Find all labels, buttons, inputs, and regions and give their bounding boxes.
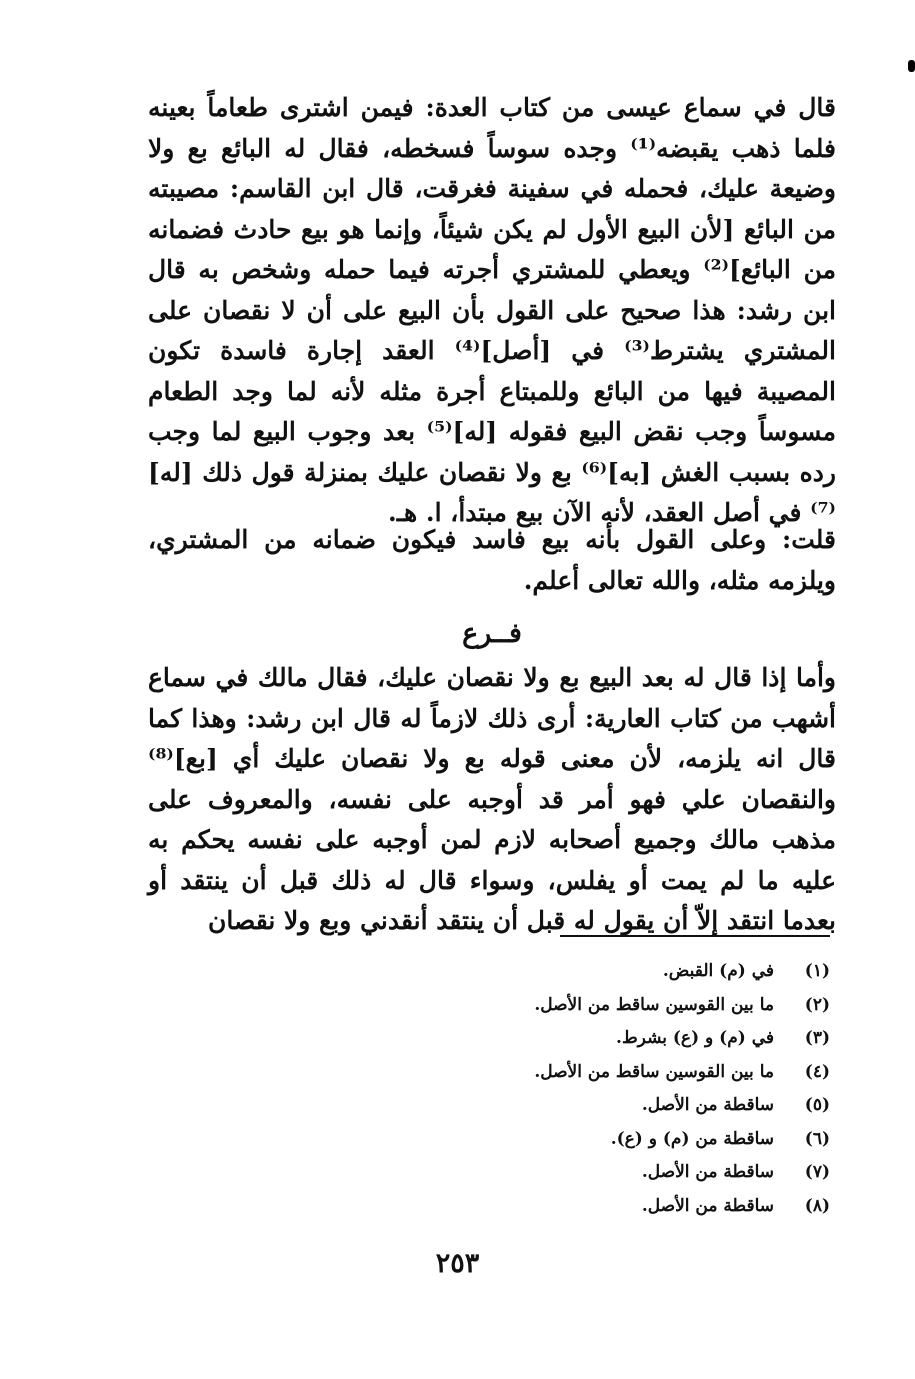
paragraph-2: قلت: وعلى القول بأنه بيع فاسد فيكون ضمانه من المشتري، ويلزمه مثله، والله تعالى أعلم.: [148, 525, 836, 595]
paragraph-3: وأما إذا قال له بعد البيع بع ولا نقصان عليك، فقال مالك في سماع أشهب من كتاب العارية: أرى ذلك لازماً له قال ابن رشد: وهذا كما قال انه يلزمه، لأن معنى قوله بع ولا نقصان عليك أي [بع]⁽⁸⁾ والنقصان علي فهو أمر قد أوجبه على نفسه، والمعروف على مذهب مالك وجميع أصحابه لازم لمن أوجبه على نفسه يحكم به عليه ما لم يمت أو يفلس، وسواء قال له ذلك قبل أن ينتقد أو بعدما انتقد إلاّ أن يقول له قبل أن ينتقد أنقدني وبع ولا نقصان: [148, 663, 836, 935]
footnote-text: ساقطة من الأصل.: [641, 1162, 774, 1182]
page-number: ٢٥٣: [435, 1248, 480, 1279]
section-heading: فــرع: [462, 618, 522, 649]
footnote-text: ساقطة من الأصل.: [641, 1195, 774, 1216]
paragraph-1: قال في سماع عيسى من كتاب العدة: فيمن اشترى طعاماً بعينه فلما ذهب يقبضه⁽¹⁾ وجده سوساً فسخطه، فقال له البائع بع ولا وضيعة عليك، فحمله في سفينة فغرقت، قال ابن القاسم: مصيبته من البائع [لأن البيع الأول لم يكن شيئاً، وإنما هو بيع حادث فضمانه من البائع]⁽²⁾ ويعطي للمشتري أجرته فيما حمله وشخص به قال ابن رشد: هذا صحيح على القول بأن البيع على أن لا نقصان على المشتري يشترط⁽³⁾ في [أصل]⁽⁴⁾ العقد إجارة فاسدة تكون المصيبة فيها من البائع وللمبتاع أجرة مثله لأنه لما وجد الطعام مسوساً وجب نقض البيع فقوله [له]⁽⁵⁾ بعد وجوب البيع لما وجب رده بسبب الغش [به]⁽⁶⁾ بع ولا نقصان عليك بمنزلة قول ذلك [له]⁽⁷⁾ في أصل العقد، لأنه الآن بيع مبتدأ، ا. هـ.: [148, 93, 837, 527]
footnote-text: ساقطة من (م) و (ع).: [610, 1128, 774, 1149]
footnote-number: (٧): [804, 1162, 830, 1182]
footnote: [400, 1089, 830, 1123]
footnote-number: (٤): [804, 1061, 830, 1082]
footnote-divider: [560, 935, 830, 937]
footnote-number: (٣): [804, 1028, 830, 1048]
footnote-number: (٦): [804, 1128, 830, 1149]
footnote-number: (٥): [804, 1095, 830, 1115]
footnote-text: ما بين القوسين ساقط من الأصل.: [534, 1061, 774, 1082]
footnote-number: (١): [804, 961, 830, 981]
footnote-number: (٢): [804, 994, 830, 1015]
footnote: [400, 1022, 830, 1056]
footnote: [400, 989, 830, 1023]
footnote: [400, 955, 830, 989]
footnote-text: ما بين القوسين ساقط من الأصل.: [534, 994, 774, 1015]
margin-mark: [908, 60, 915, 72]
footnote-number: (٨): [804, 1195, 830, 1216]
footnote: [400, 1190, 830, 1224]
footnote-text: في (م) القبض.: [662, 961, 774, 981]
footnote: [400, 1156, 830, 1190]
footnote-text: في (م) و (ع) بشرط.: [616, 1028, 774, 1048]
footnotes: [400, 955, 830, 1223]
footnote-text: ساقطة من الأصل.: [641, 1095, 774, 1115]
footnote: [400, 1056, 830, 1090]
footnote: [400, 1123, 830, 1157]
